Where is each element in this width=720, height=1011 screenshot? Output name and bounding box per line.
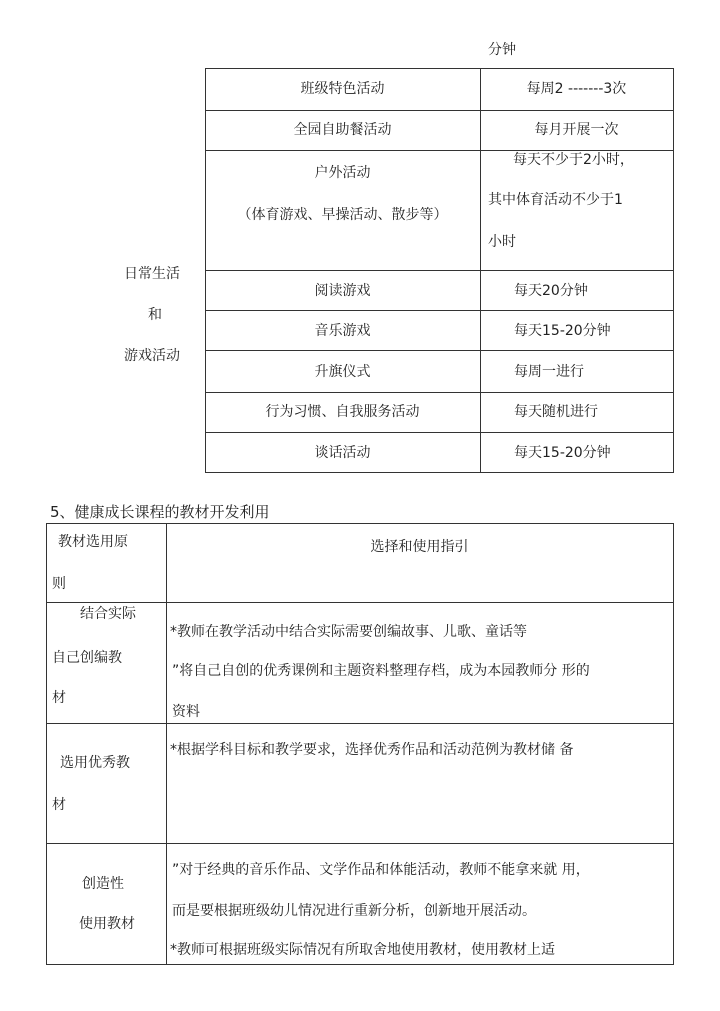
row-col2-line: 资料 [172,704,200,720]
table-cell-activity: 户外活动 [314,165,371,181]
table-cell-frequency-line: 小时 [488,234,516,250]
table-cell-frequency: 每天20分钟 [514,283,588,299]
table-border [46,602,674,603]
header-col1-line: 则 [52,576,66,592]
table-border [166,523,167,965]
table-border [205,350,674,351]
table-cell-frequency: 每天随机进行 [514,404,598,420]
table-border [205,472,674,473]
row-col1-line: 选用优秀教 [60,755,130,771]
side-label-line: 和 [148,307,162,323]
table-cell-activity: 班级特色活动 [300,81,385,97]
row-col2-line: ”对于经典的音乐作品、文学作品和体能活动，教师不能拿来就 用， [172,862,590,878]
table-cell-activity-note: （体育游戏、早操活动、散步等） [237,207,448,223]
table-border [46,964,674,965]
row-col1-line: 创造性 [82,876,124,892]
table-cell-frequency: 每周一进行 [514,364,584,380]
table-cell-activity: 全园自助餐活动 [293,122,392,138]
table-border [205,392,674,393]
row-col1-line: 使用教材 [79,916,135,932]
table-border [205,432,674,433]
table-cell-frequency: 每天15-20分钟 [514,323,611,339]
side-label-line: 日常生活 [124,266,180,282]
table-border [46,523,47,965]
header-col2: 选择和使用指引 [370,539,469,555]
table-border [205,270,674,271]
table-border [46,723,674,724]
table-border [205,310,674,311]
table-border [673,68,674,473]
table-cell-frequency: 每周2 -------3次 [526,81,627,97]
side-label-line: 游戏活动 [124,348,180,364]
table-cell-activity: 阅读游戏 [314,283,371,299]
table-border [46,843,674,844]
table-cell-frequency: 每月开展一次 [534,122,619,138]
row-col2-line: *教师可根据班级实际情况有所取舍地使用教材，使用教材上适 [170,942,555,958]
header-col1-line: 教材选用原 [58,534,128,550]
table-border [205,68,674,69]
row-col2-line: 而是要根据班级幼儿情况进行重新分析，创新地开展活动。 [172,903,536,919]
top-fragment-text: 分钟 [488,42,516,58]
row-col1-line: 材 [52,797,66,813]
table-cell-frequency-line: 其中体育活动不少于1 [488,192,623,208]
table-cell-activity: 升旗仪式 [314,364,371,380]
table-cell-activity: 音乐游戏 [314,323,371,339]
row-col1-line: 结合实际 [80,606,136,622]
table-cell-frequency-line: 每天不少于2小时， [513,152,634,168]
section-heading: 5、健康成长课程的教材开发利用 [50,503,270,521]
table-border [205,110,674,111]
table-cell-activity: 行为习惯、自我服务活动 [265,404,420,420]
row-col2-line: ”将自己自创的优秀课例和主题资料整理存档，成为本园教师分 形的 [172,663,590,679]
table-border [46,523,674,524]
row-col2-line: *根据学科目标和教学要求，选择优秀作品和活动范例为教材储 备 [170,742,574,758]
table-border [673,523,674,965]
row-col1-line: 材 [52,690,66,706]
row-col2-line: *教师在教学活动中结合实际需要创编故事、儿歌、童话等 [170,624,527,640]
table-cell-frequency: 每天15-20分钟 [514,445,611,461]
table-cell-activity: 谈话活动 [314,445,371,461]
row-col1-line: 自己创编教 [52,650,122,666]
